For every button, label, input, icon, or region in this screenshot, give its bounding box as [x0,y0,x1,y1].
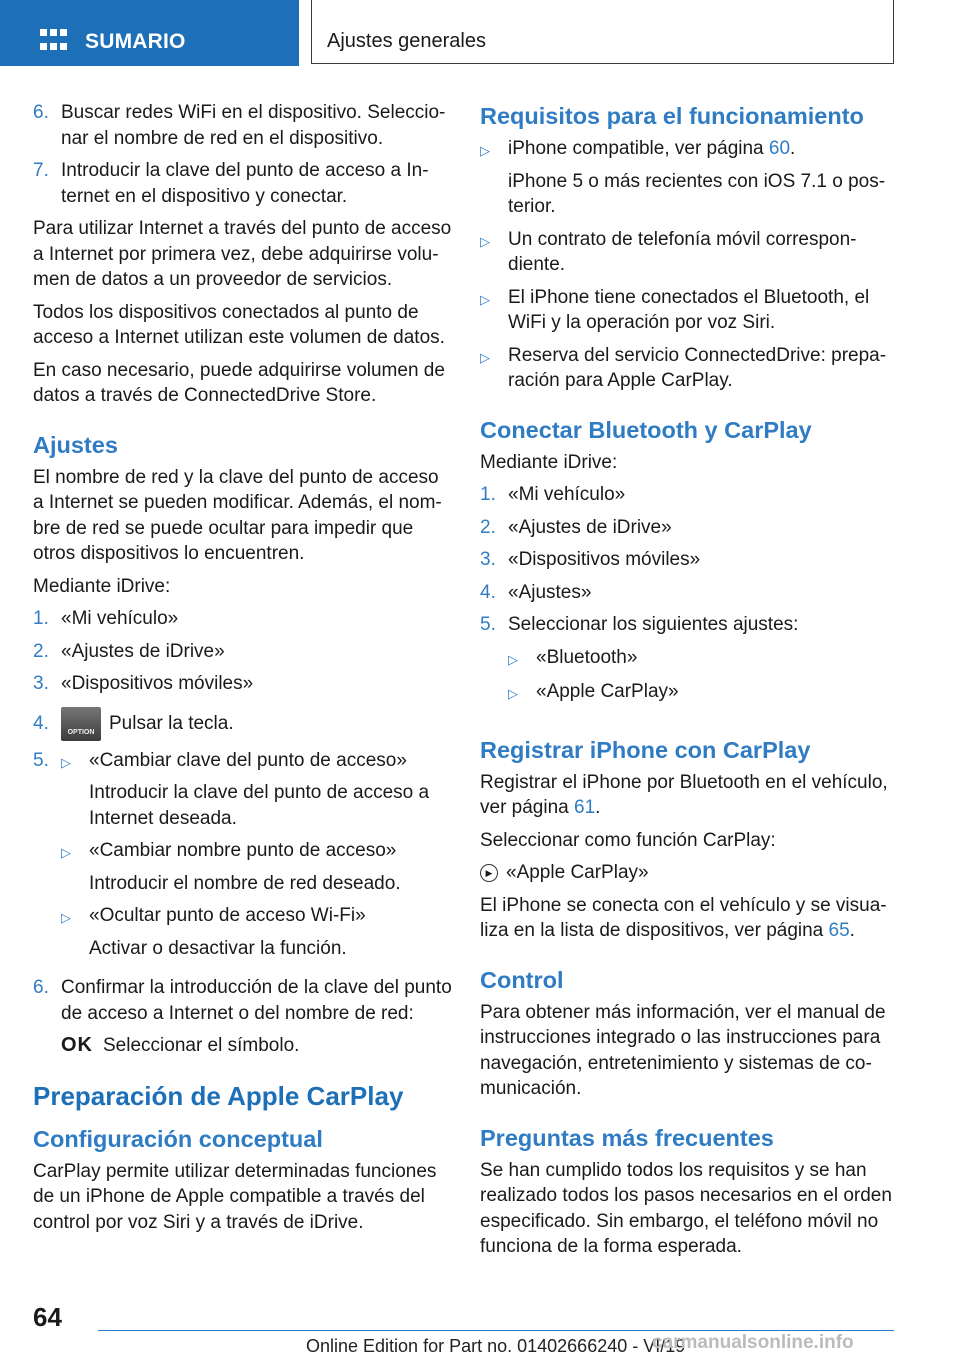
step-text: Pulsar la tecla. [109,712,234,734]
bullet-desc: Introducir la clave del punto de acceso a Internet deseada. [89,782,430,829]
step-text: «Mi vehículo» [61,608,179,629]
step-subtext: Seleccionar el símbolo. [103,1035,300,1056]
paragraph: CarPlay permite utilizar determinadas funciones de un iPhone de Apple compatible a través del control por voz Siri y a través de iDrive. [33,1160,437,1233]
paragraph: Mediante iDrive: [480,451,618,473]
paragraph: El nombre de red y la clave del punto de acceso a Internet se pueden modificar. Además, el nom-bre de red se puede ocultar para impedir que otros dispositivos lo encuentren. [33,466,442,564]
heading-registrar: Registrar iPhone con CarPlay [480,736,811,763]
heading-conectar: Conectar Bluetooth y CarPlay [480,416,812,443]
triangle-bullet-icon: ▷ [480,143,490,158]
step-text: Seleccionar los siguientes ajustes: [508,614,799,635]
paragraph-text: El iPhone se conecta con el vehículo y se visua-liza en la lista de dispositivos, ver página [480,894,887,941]
step-number: 5. [33,749,49,771]
step-number: 2. [33,640,49,662]
list-item [33,707,453,741]
triangle-bullet-icon: ▷ [61,910,71,925]
step-text: Buscar redes WiFi en el dispositivo. Seleccio-nar el nombre de red en el dispositivo. [61,102,446,149]
right-column [480,100,900,1267]
list-item [480,482,900,508]
bullet-item [61,838,453,896]
page-number: 64 [33,1302,62,1332]
page-link-60[interactable]: 60 [768,138,791,159]
list-item [480,515,900,541]
step-number: 4. [33,712,49,734]
triangle-bullet-icon: ▷ [480,291,490,307]
step-number: 5. [480,614,496,635]
bullet-item [508,645,900,673]
list-item [480,580,900,606]
step-number: 6. [33,102,49,123]
triangle-bullet-icon: ▷ [508,651,518,667]
triangle-bullet-icon: ▷ [508,686,518,701]
step-number: 3. [480,549,496,570]
bullet-desc: Activar o desactivar la función. [89,937,347,959]
page-link-61[interactable]: 61 [574,797,596,818]
bullet-item [61,903,453,961]
left-column [33,100,453,1242]
step-number: 3. [33,673,49,694]
grid-menu-icon [40,29,68,51]
triangle-bullet-icon: ▷ [480,349,490,365]
list-item [33,671,453,697]
paragraph [480,893,900,944]
section-title: Ajustes generales [327,30,486,52]
section-tab [311,0,894,64]
list-item [33,975,453,1059]
triangle-bullet-icon: ▷ [61,845,71,860]
heading-requisitos: Requisitos para el funcionamiento [480,103,864,129]
list-item [33,158,453,209]
punct: . [595,797,601,818]
paragraph [480,860,900,886]
paragraph: Seleccionar como función CarPlay: [480,829,776,851]
bullet-item [61,748,453,832]
bullet-item [480,227,900,278]
sumario-button[interactable] [0,0,299,66]
step-text: «Ajustes de iDrive» [61,640,225,662]
ok-symbol-icon: OK [61,1034,93,1056]
bullet-text: «Apple CarPlay» [536,681,679,702]
heading-preparacion: Preparación de Apple CarPlay [33,1080,404,1111]
list-item [33,639,453,665]
punct: . [790,138,796,159]
top-bar [0,0,960,66]
triangle-bullet-icon: ▷ [480,233,490,249]
paragraph-text: Registrar el iPhone por Bluetooth en el vehículo, ver página [480,771,888,818]
step-text: «Ajustes de iDrive» [508,516,672,538]
bullet-text: «Ocultar punto de acceso Wi-Fi» [89,905,366,926]
bullet-item [480,285,900,336]
punct: . [849,920,855,941]
selection-item: «Apple CarPlay» [506,862,649,883]
step-number: 1. [480,484,496,505]
list-item [33,606,453,632]
list-item [33,100,453,151]
heading-configuracion: Configuración conceptual [33,1125,323,1152]
paragraph: En caso necesario, puede adquirirse volumen de datos a través de ConnectedDrive Store. [33,359,445,406]
step-text: «Dispositivos móviles» [508,549,701,570]
list-item [480,612,900,714]
paragraph: Se han cumplido todos los requisitos y se han realizado todos los pasos necesarios en el orden especificado. Sin embargo, el teléfono móvil no funciona de la forma esperada. [480,1159,892,1257]
bullet-text: El iPhone tiene conectados el Bluetooth, el WiFi y la operación por voz Siri. [508,286,870,333]
bullet-text: «Cambiar clave del punto de acceso» [89,749,407,771]
triangle-bullet-icon: ▷ [61,754,71,770]
bullet-desc: iPhone 5 o más recientes con iOS 7.1 o pos-terior. [508,170,886,217]
bullet-text: Un contrato de telefonía móvil correspon-diente. [508,228,857,275]
bullet-text: iPhone compatible, ver página [508,138,769,159]
paragraph: Para obtener más información, ver el manual de instrucciones integrado o las instrucciones para navegación, entretenimiento y sistemas de co-municación. [480,1001,886,1099]
step-number: 4. [480,581,496,603]
sumario-label: SUMARIO [85,30,186,53]
bullet-text: «Bluetooth» [536,646,638,668]
heading-control: Control [480,966,564,993]
bullet-item [480,136,900,220]
page-link-65[interactable]: 65 [828,920,850,941]
step-text: Confirmar la introducción de la clave del punto de acceso a Internet o del nombre de red: [61,977,452,1024]
step-text: «Mi vehículo» [508,484,626,505]
step-number: 1. [33,608,49,629]
step-number: 7. [33,160,49,181]
option-label: OPTION [67,728,95,736]
option-button-icon [61,707,101,741]
step-text: Introducir la clave del punto de acceso a In-ternet en el dispositivo y conectar. [61,160,429,207]
footer-divider [98,1330,894,1331]
list-item [33,748,453,969]
heading-ajustes: Ajustes [33,431,118,458]
list-item [480,547,900,573]
paragraph: Para utilizar Internet a través del punto de acceso a Internet por primera vez, debe adquirirse volu-men de datos a un proveedor de servicios. [33,218,452,290]
heading-preguntas: Preguntas más frecuentes [480,1124,774,1151]
step-text: «Dispositivos móviles» [61,673,254,694]
bullet-text: Reserva del servicio ConnectedDrive: prepa-ración para Apple CarPlay. [508,344,887,391]
bullet-item [480,343,900,394]
paragraph: Todos los dispositivos conectados al punto de acceso a Internet utilizan este volumen de datos. [33,301,445,348]
play-circle-icon: ▶ [480,864,498,882]
paragraph [480,770,900,821]
paragraph: Mediante iDrive: [33,575,171,597]
step-number: 6. [33,977,49,998]
watermark: carmanualsonline.info [652,1332,854,1353]
bullet-item [508,679,900,707]
step-text: «Ajustes» [508,581,592,603]
step-number: 2. [480,516,496,538]
bullet-text: «Cambiar nombre punto de acceso» [89,840,397,861]
footer-edition: Online Edition for Part no. 01402666240 - VI/19 [306,1336,686,1356]
bullet-desc: Introducir el nombre de red deseado. [89,872,401,894]
